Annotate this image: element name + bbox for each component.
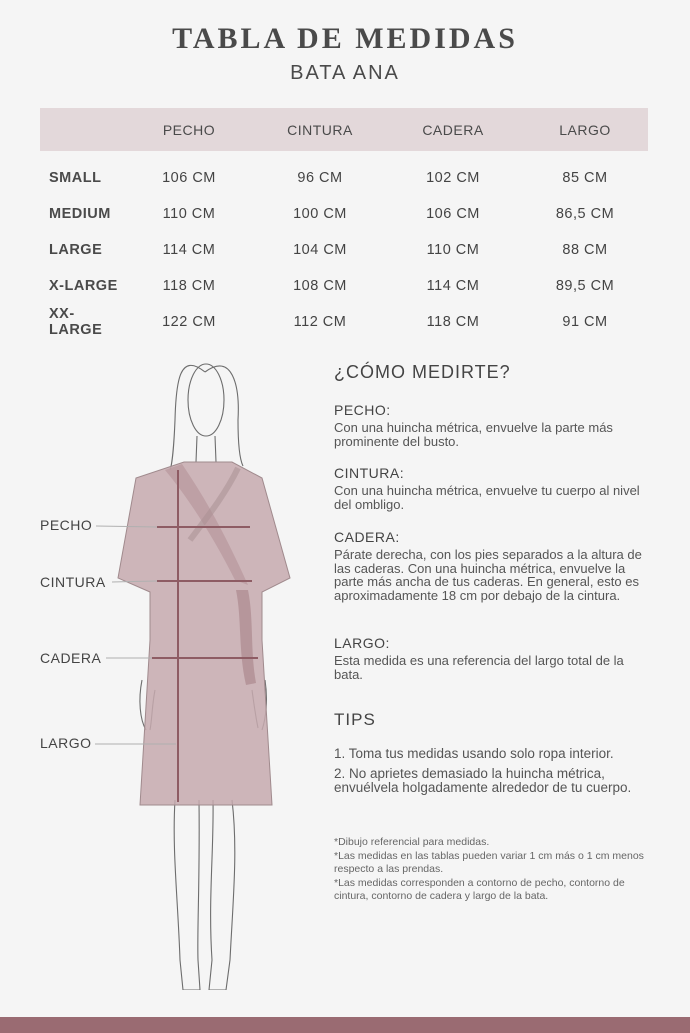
right-leg-outline bbox=[209, 800, 235, 990]
section-text: Con una huincha métrica, envuelve la parte más prominente del busto. bbox=[334, 420, 613, 449]
label-largo: LARGO bbox=[40, 735, 92, 751]
section-heading: CINTURA: bbox=[334, 465, 405, 481]
left-leg-outline bbox=[174, 800, 200, 990]
table-cell: 91 CM bbox=[562, 314, 608, 330]
table-header-cell bbox=[40, 108, 122, 151]
footnote: *Las medidas en las tablas pueden variar 1 cm más o 1 cm menos respecto a las prendas. bbox=[334, 849, 644, 875]
robe-figure-illustration bbox=[0, 350, 320, 990]
how-to-title: ¿CÓMO MEDIRTE? bbox=[334, 362, 511, 382]
table-cell: 114 CM bbox=[162, 242, 216, 258]
table-cell: 106 CM bbox=[426, 206, 480, 222]
table-row bbox=[40, 304, 648, 340]
section-largo bbox=[334, 635, 649, 681]
footnote: *Dibujo referencial para medidas. bbox=[334, 836, 490, 848]
table-cell: 89,5 CM bbox=[555, 278, 615, 294]
table-cell: 108 CM bbox=[293, 278, 347, 294]
table-header-cell: CINTURA bbox=[256, 108, 384, 151]
section-heading: CADERA: bbox=[334, 529, 400, 545]
table-cell: 100 CM bbox=[293, 206, 347, 222]
section-text: Párate derecha, con los pies separados a la altura de las caderas. Con una huincha métrica, envuelve la parte más ancha de tus caderas. En general, esto es aproximadamente 18 cm por debajo de la cintura. bbox=[334, 547, 642, 603]
table-cell: 110 CM bbox=[426, 242, 480, 258]
size-cell: LARGE bbox=[49, 242, 103, 258]
label-cadera: CADERA bbox=[40, 650, 102, 666]
table-cell: 106 CM bbox=[162, 170, 216, 186]
label-pecho: PECHO bbox=[40, 517, 93, 533]
size-cell: XX-LARGE bbox=[49, 306, 103, 338]
section-heading: PECHO: bbox=[334, 402, 391, 418]
table-cell: 114 CM bbox=[426, 278, 480, 294]
table-header-cell: PECHO bbox=[122, 108, 256, 151]
table-cell: 96 CM bbox=[297, 170, 343, 186]
table-row bbox=[40, 151, 648, 196]
page-title: TABLA DE MEDIDAS bbox=[172, 22, 518, 55]
table-header-cell: LARGO bbox=[522, 108, 648, 151]
label-cintura: CINTURA bbox=[40, 574, 106, 590]
hair-outline bbox=[205, 366, 243, 466]
page-subtitle: BATA ANA bbox=[290, 62, 400, 84]
table-cell: 102 CM bbox=[426, 170, 480, 186]
head-outline bbox=[188, 364, 224, 436]
section-heading: LARGO: bbox=[334, 635, 390, 651]
tips-title: TIPS bbox=[334, 710, 376, 729]
section-text: Esta medida es una referencia del largo total de la bata. bbox=[334, 653, 624, 682]
section-cadera bbox=[334, 529, 649, 602]
table-header-row bbox=[40, 108, 648, 151]
tip-item: 1. Toma tus medidas usando solo ropa interior. bbox=[334, 746, 614, 761]
size-table bbox=[40, 108, 648, 340]
tip-item: 2. No aprietes demasiado la huincha métrica, envuélvela holgadamente alrededor de tu cuerpo. bbox=[334, 766, 632, 795]
table-row bbox=[40, 232, 648, 268]
table-cell: 86,5 CM bbox=[555, 206, 615, 222]
section-cintura bbox=[334, 465, 649, 511]
footnotes bbox=[334, 836, 654, 904]
size-cell: SMALL bbox=[49, 170, 102, 186]
table-cell: 104 CM bbox=[293, 242, 347, 258]
table-row bbox=[40, 196, 648, 232]
table-header-cell: CADERA bbox=[384, 108, 522, 151]
section-pecho bbox=[334, 402, 649, 448]
table-cell: 88 CM bbox=[562, 242, 608, 258]
table-cell: 122 CM bbox=[162, 314, 216, 330]
size-cell: MEDIUM bbox=[49, 206, 111, 222]
table-cell: 112 CM bbox=[293, 314, 347, 330]
section-text: Con una huincha métrica, envuelve tu cuerpo al nivel del ombligo. bbox=[334, 483, 640, 512]
table-cell: 118 CM bbox=[162, 278, 216, 294]
table-cell: 110 CM bbox=[162, 206, 216, 222]
hair-outline bbox=[170, 365, 205, 470]
table-cell: 118 CM bbox=[426, 314, 480, 330]
bottom-bar bbox=[0, 1017, 690, 1033]
table-row bbox=[40, 268, 648, 304]
table-cell: 85 CM bbox=[562, 170, 608, 186]
footnote: *Las medidas corresponden a contorno de pecho, contorno de cintura, contorno de cadera y largo de la bata. bbox=[334, 876, 625, 902]
size-cell: X-LARGE bbox=[49, 278, 118, 294]
